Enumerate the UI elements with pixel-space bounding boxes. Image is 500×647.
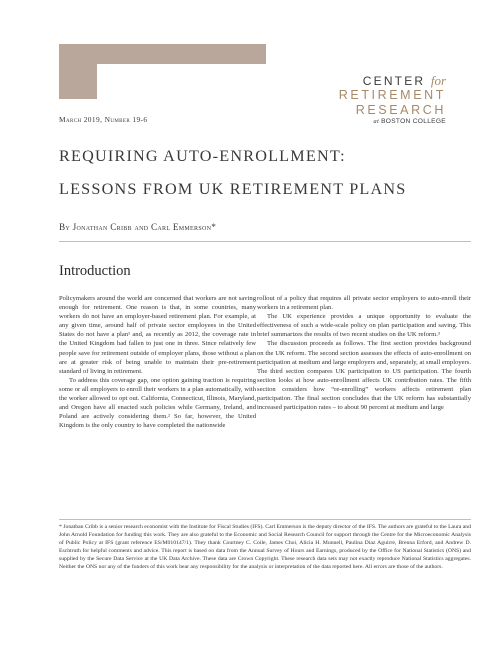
- logo-line4: BOSTON COLLEGE: [381, 118, 446, 125]
- footnote-text: * Jonathan Cribb is a senior research economist with the Institute for Fiscal Studies (IFS). Carl Emmerson is the deputy director of the IFS. The authors are grateful to the Laura and John Arnold Foundation for funding this work. They are also grateful to the Economic and Social Research Council for support through the Centre for the Microeconomic Analysis of Public Policy at IFS (grant reference ES/M010147/1). They thank Courtney C. Coile, James Choi, Alicia H. Munnell, Paulina Diaz Aguirre, Brenna Erford, and Andrew D. Eschtruth for helpful comments and advice. This report is based on data from the Annual Survey of Hours and Earnings, produced by the Office for National Statistics (ONS) and supplied by the Secure Data Service at the UK Data Archive. These data are Crown Copyright. These research data sets may not exactly reproduce National Statistics aggregates. Neither the ONS nor any of the funders of this work bear any responsibility for the analysis or interpretation of the data reported here. All errors are those of the authors.: [59, 524, 471, 571]
- logo-line3: RESEARCH: [355, 102, 446, 117]
- section-heading: Introduction: [59, 263, 131, 279]
- title-line1: REQUIRING AUTO-ENROLLMENT:: [59, 147, 346, 165]
- header-decor-block: [59, 82, 97, 99]
- body-column-right: [257, 294, 471, 412]
- title-line2: LESSONS FROM UK RETIREMENT PLANS: [59, 180, 407, 199]
- logo-line1: CENTER: [362, 74, 431, 88]
- paragraph: rollout of a policy that requires all private sector employers to auto-enroll their workers in a retirement plan.: [257, 295, 471, 312]
- issue-date: March 2019, Number 19-6: [59, 115, 148, 124]
- body-column-left: [59, 294, 256, 430]
- header-decor-block: [59, 44, 97, 82]
- brief-title: [59, 148, 479, 197]
- footnote-divider: [59, 519, 471, 520]
- logo-line2: RETIREMENT: [338, 88, 446, 102]
- header-decor-block: [97, 44, 127, 64]
- logo-at: at: [373, 118, 382, 125]
- header-decor-block: [216, 44, 266, 64]
- paragraph: The discussion proceeds as follows. The first section provides background on the UK reform. The second section assesses the effects of auto-enrollment on participation at medium and large employers and, separately, at small employers. The third section compares UK participation to US participation. The fourth section looks at how auto-enrollment affects UK contribution rates. The fifth section considers how “re-enrolling” workers affects retirement plan participation. The final section concludes that the UK reform has substantially increased participation rates – to about 90 percent at medium and large: [257, 340, 471, 412]
- paragraph: The UK experience provides a unique opportunity to evaluate the effectiveness of such a wide-scale policy on plan participation and saving. This brief summarizes the results of two recent studies on the UK reform.³: [257, 313, 471, 339]
- divider: [59, 241, 471, 242]
- paragraph: Policymakers around the world are concerned that workers are not saving enough for retirement. One reason is that, in some countries, many workers do not have an employer-based retirement plan. For example, at any given time, around half of private sector employees in the United States do not have a plan¹ and, as recently as 2012, the coverage rate in the United Kingdom had fallen to just one in three. Since relatively few people save for retirement outside of employer plans, those without a plan are at greater risk of being unable to maintain their pre-retirement standard of living in retirement.: [59, 295, 256, 375]
- byline: By Jonathan Cribb and Carl Emmerson*: [59, 222, 217, 232]
- header-decor-block: [127, 44, 216, 64]
- logo-for: for: [430, 73, 446, 88]
- crr-logo: [339, 74, 446, 126]
- paragraph: To address this coverage gap, one option gaining traction is requiring some or all employers to enroll their workers in a plan automatically, with the worker allowed to opt out. California, Connecticut, Illinois, Maryland, and Oregon have all enacted such policies while Germany, Ireland, and Poland are actively considering them.² So far, however, the United Kingdom is the only country to have completed the nationwide: [59, 376, 256, 430]
- footnote: [59, 523, 471, 572]
